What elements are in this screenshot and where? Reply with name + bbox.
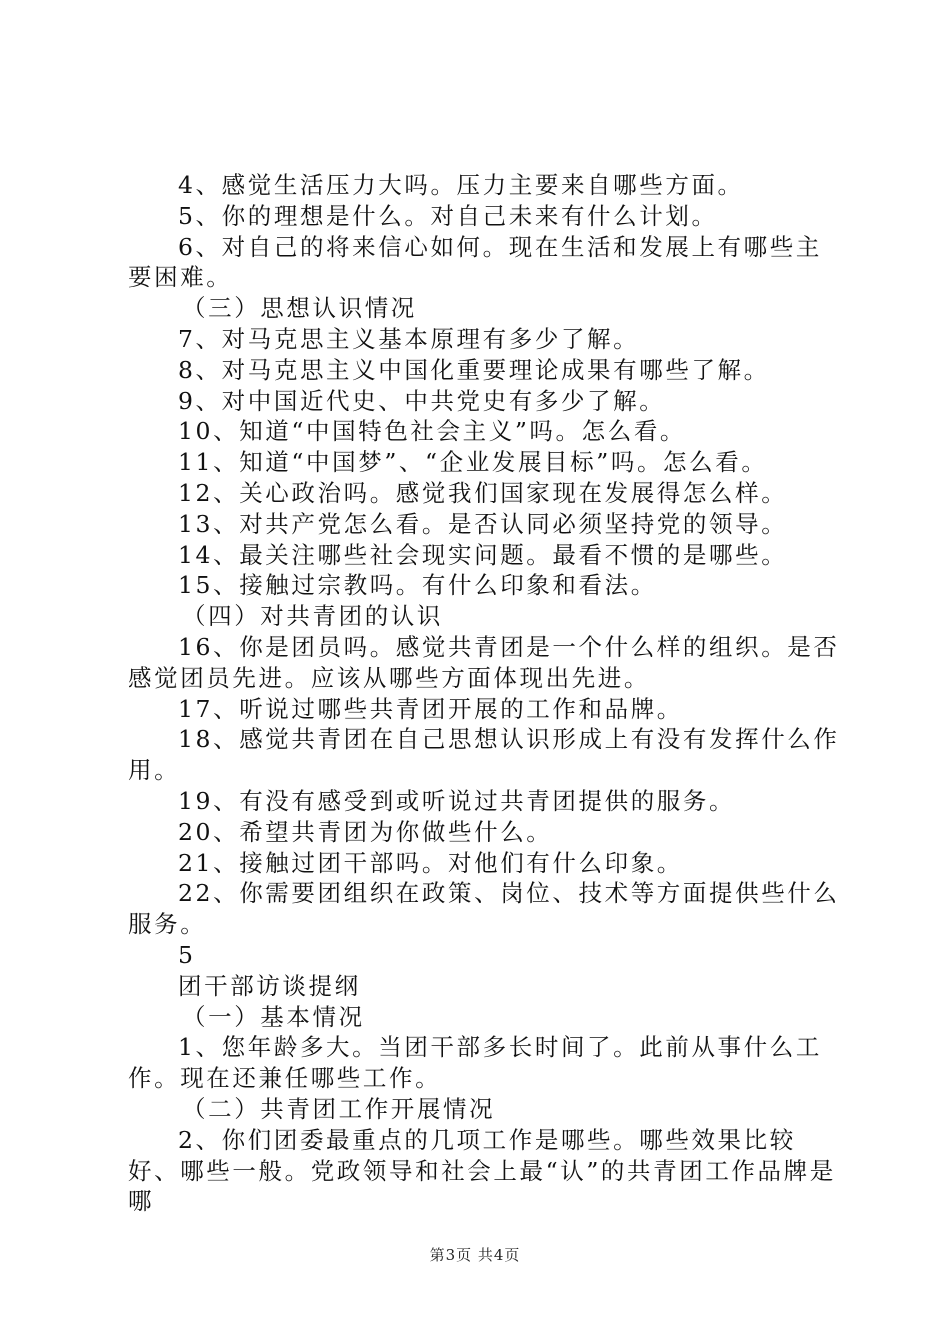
paragraph-item-15: 15、接触过宗教吗。有什么印象和看法。 (178, 571, 657, 600)
paragraph-item-18: 18、感觉共青团在自己思想认识形成上有没有发挥什么作用。 (128, 725, 840, 785)
paragraph-item-14: 14、最关注哪些社会现实问题。最看不惯的是哪些。 (178, 540, 788, 569)
paragraph-item-9: 9、对中国近代史、中共党史有多少了解。 (178, 386, 666, 415)
paragraph-item-11: 11、知道“中国梦”、“企业发展目标”吗。怎么看。 (178, 448, 768, 477)
paragraph-item-21: 21、接触过团干部吗。对他们有什么印象。 (178, 848, 683, 877)
paragraph-item-1: 1、您年龄多大。当团干部多长时间了。此前从事什么工作。现在还兼任哪些工作。 (128, 1033, 822, 1093)
page-footer: 第3页 共4页 (429, 1246, 521, 1264)
paragraph-item-22: 22、你需要团组织在政策、岗位、技术等方面提供些什么服务。 (128, 879, 840, 939)
paragraph-item-10: 10、知道“中国特色社会主义”吗。怎么看。 (178, 417, 687, 446)
paragraph-item-19: 19、有没有感受到或听说过共青团提供的服务。 (178, 786, 736, 815)
paragraph-item-20: 20、希望共青团为你做些什么。 (178, 817, 553, 846)
paragraph-item-6: 6、对自己的将来信心如何。现在生活和发展上有哪些主要困难。 (128, 232, 822, 292)
paragraph-item-16: 16、你是团员吗。感觉共青团是一个什么样的组织。是否感觉团员先进。应该从哪些方面体现出先进。 (128, 632, 840, 692)
section-heading-1: （一）基本情况 (182, 1002, 365, 1031)
paragraph-item-7: 7、对马克思主义基本原理有多少了解。 (178, 324, 640, 353)
paragraph-item-4: 4、感觉生活压力大吗。压力主要来自哪些方面。 (178, 171, 744, 199)
paragraph-item-5: 5、你的理想是什么。对自己未来有什么计划。 (178, 201, 718, 230)
section-heading-4: （四）对共青团的认识 (182, 602, 443, 631)
paragraph-item-13: 13、对共产党怎么看。是否认同必须坚持党的领导。 (178, 509, 788, 538)
paragraph-item-8: 8、对马克思主义中国化重要理论成果有哪些了解。 (178, 355, 770, 384)
paragraph-item-17: 17、听说过哪些共青团开展的工作和品牌。 (178, 694, 683, 723)
document-body (128, 170, 840, 1217)
paragraph-item-2: 2、你们团委最重点的几项工作是哪些。哪些效果比较好、哪些一般。党政领导和社会上最“认”的共青团工作品牌是哪 (128, 1125, 836, 1216)
section-heading-3: （三）思想认识情况 (182, 294, 417, 323)
section-heading-2: （二）共青团工作开展情况 (182, 1094, 496, 1123)
document-subtitle: 团干部访谈提纲 (178, 971, 361, 1000)
paragraph-item-12: 12、关心政治吗。感觉我们国家现在发展得怎么样。 (178, 478, 788, 507)
page-number-marker: 5 (178, 940, 196, 969)
